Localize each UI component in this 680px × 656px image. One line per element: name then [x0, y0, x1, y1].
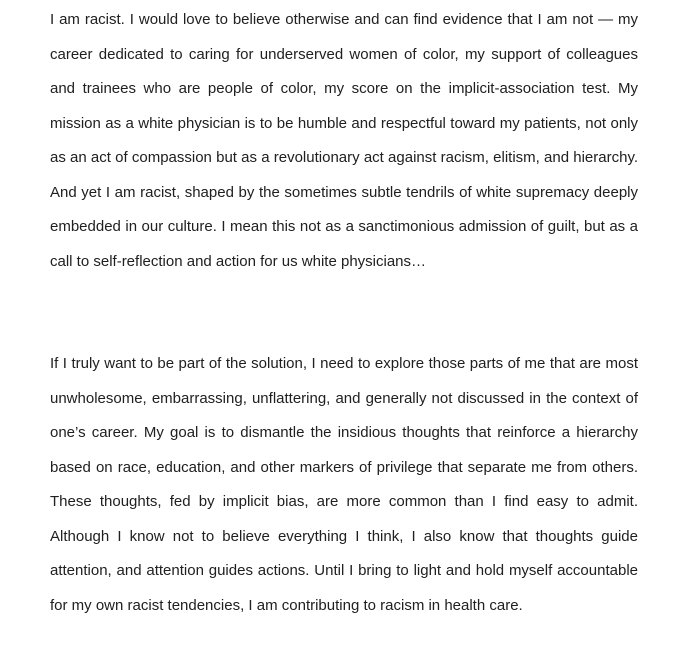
paragraph-1: I am racist. I would love to believe otherwise and can find evidence that I am not — my career dedicated to caring for underserved women of color, my support of colleagues and trainees who are people of color, my score on the implicit-association test. My mission as a white physician is to be humble and respectful toward my patients, not only as an act of compassion but as a revolutionary act against racism, elitism, and hierarchy. And yet I am racist, shaped by the sometimes subtle tendrils of white supremacy deeply embedded in our culture. I mean this not as a sanctimonious admission of guilt, but as a call to self-reflection and action for us white physicians… — [50, 11, 638, 270]
paragraph-2: If I truly want to be part of the solution, I need to explore those parts of me that are most unwholesome, embarrassing, unflattering, and generally not discussed in the context of one’s career. My goal is to dismantle the insidious thoughts that reinforce a hierarchy based on race, education, and other markers of privilege that separate me from others. These thoughts, fed by implicit bias, are more common than I find easy to admit. Although I know not to believe everything I think, I also know that thoughts guide attention, and attention guides actions. Until I bring to light and hold myself accountable for my own racist tendencies, I am contributing to racism in health care. — [50, 355, 638, 614]
document-body — [50, 3, 638, 623]
